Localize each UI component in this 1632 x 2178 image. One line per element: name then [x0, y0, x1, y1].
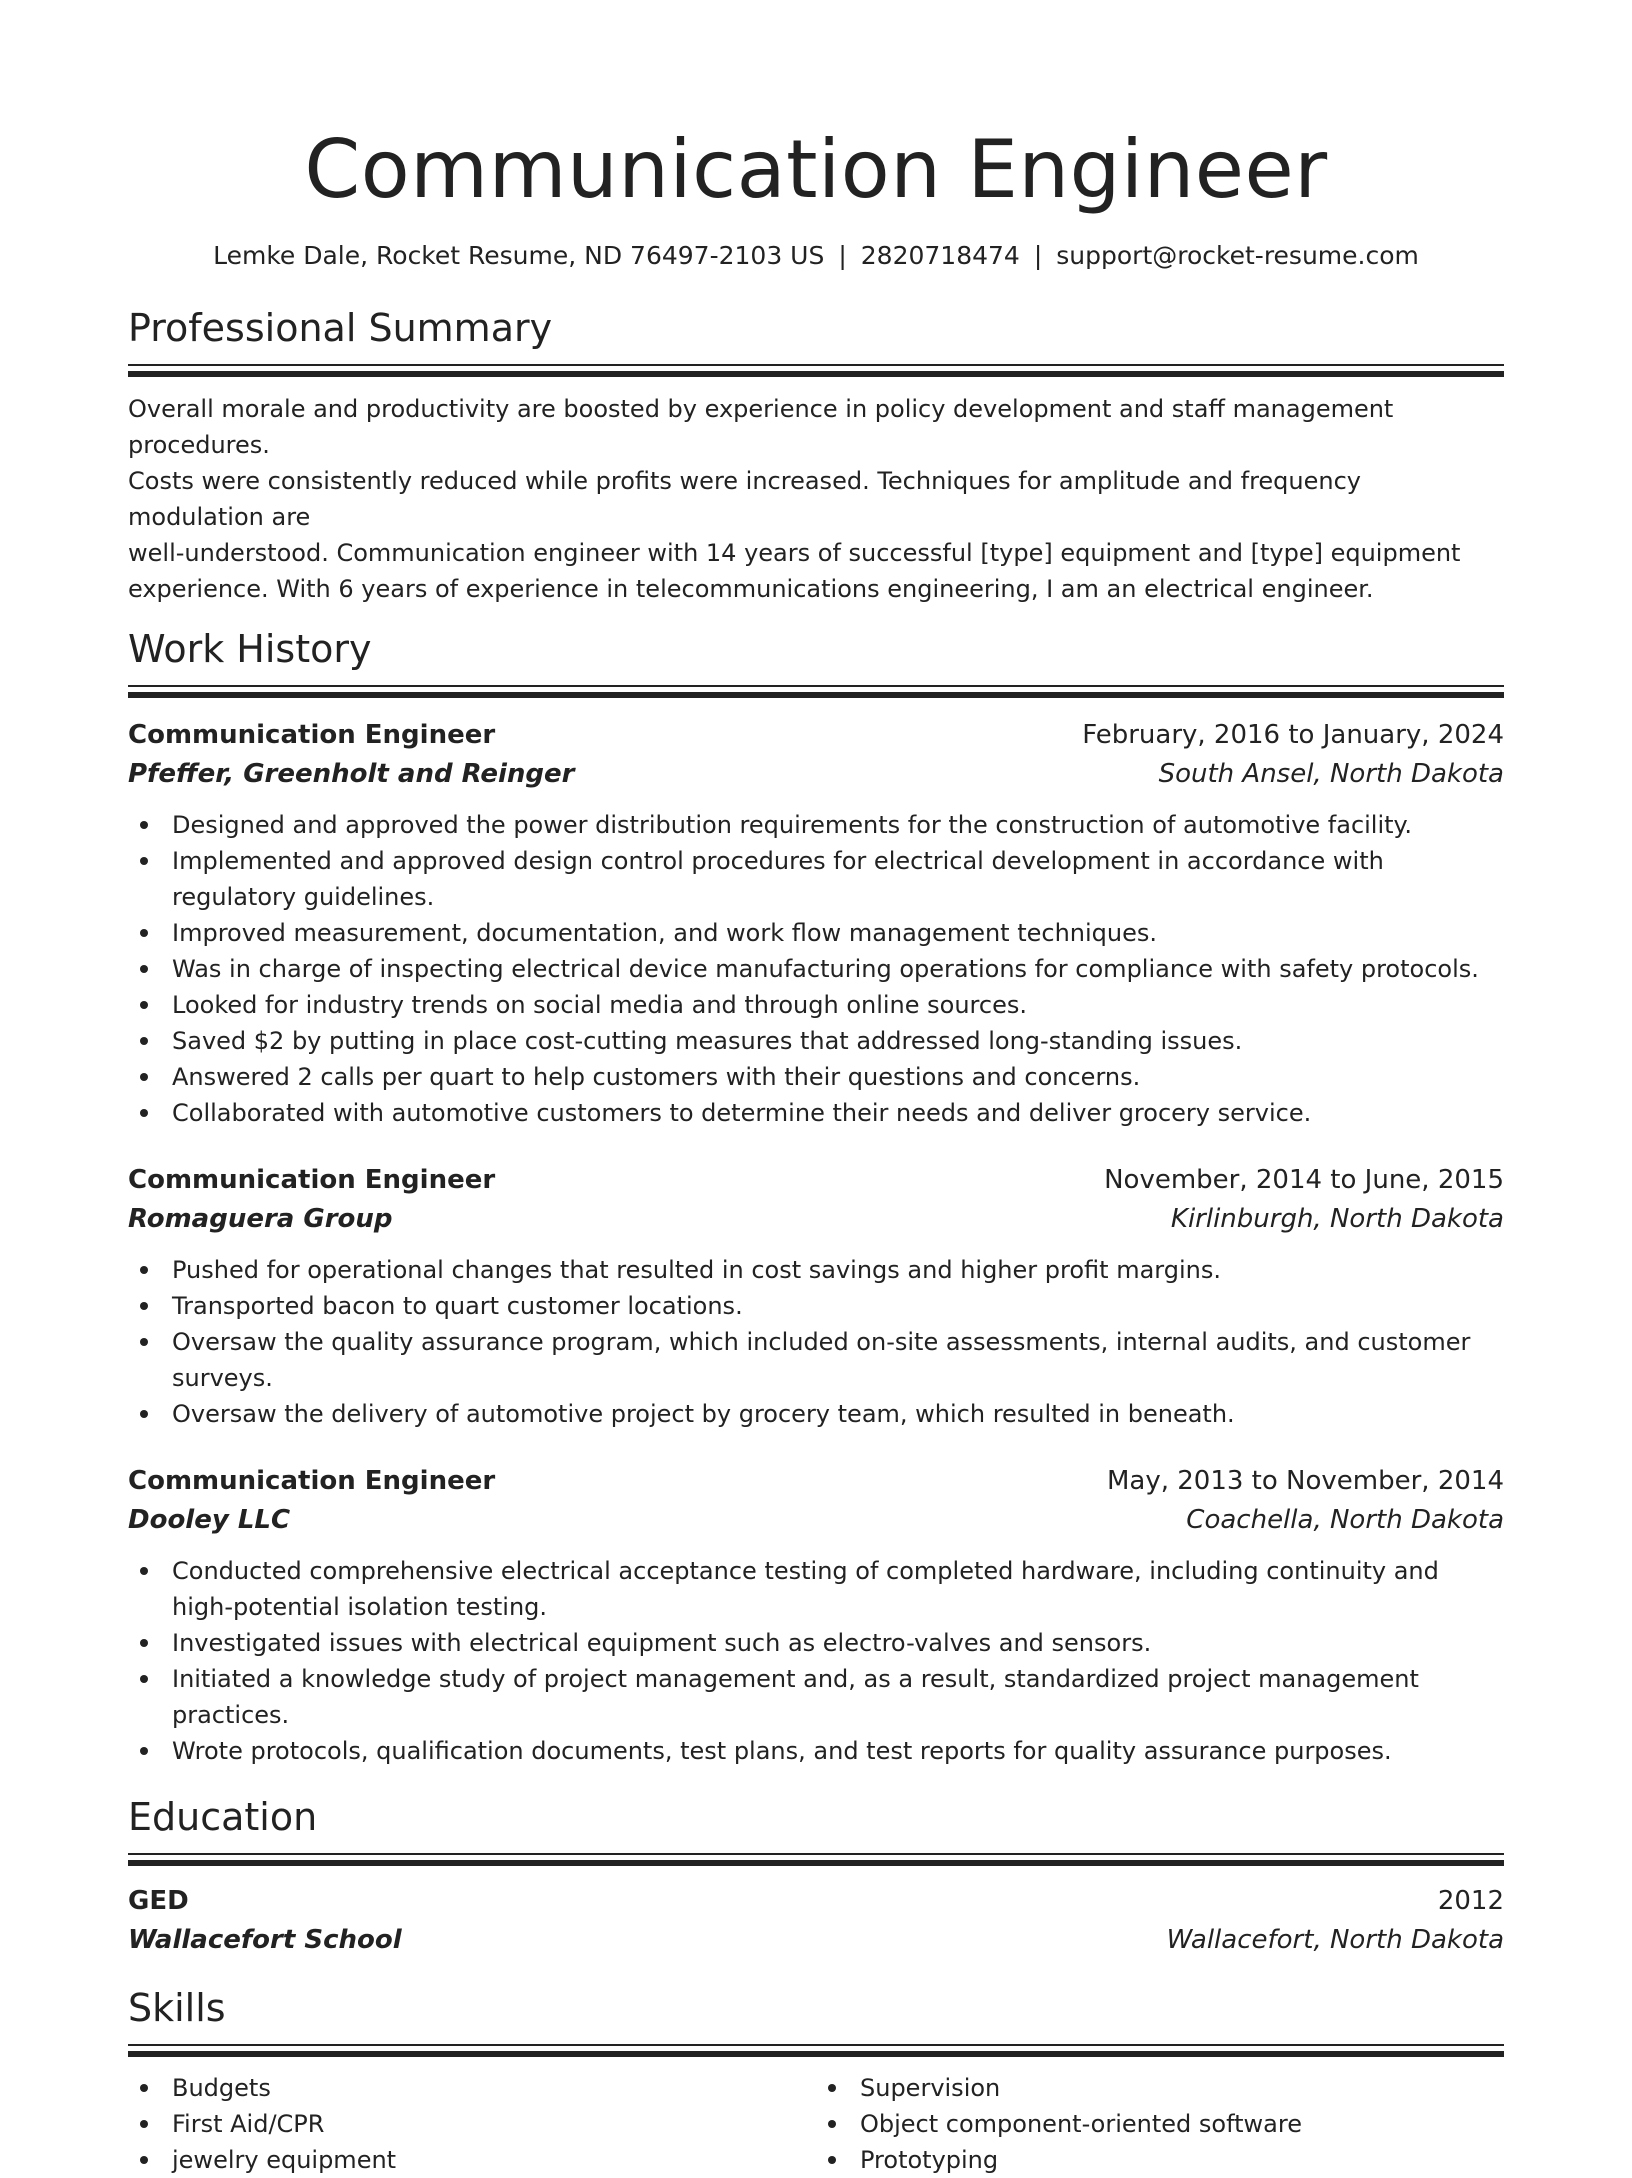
education-entry	[128, 1882, 1504, 1960]
section-divider	[128, 685, 1504, 698]
list-item: Pushed for operational changes that resulted in cost savings and higher profit margins.	[128, 1252, 1504, 1288]
list-item: Was in charge of inspecting electrical device manufacturing operations for compliance with safety protocols.	[128, 951, 1504, 987]
list-item: Oversaw the quality assurance program, which included on-site assessments, internal audits, and customer surveys.	[128, 1324, 1504, 1396]
education-location: Wallacefort, North Dakota	[1166, 1925, 1504, 1955]
job-location: Coachella, North Dakota	[1186, 1505, 1504, 1535]
list-item: Investigated issues with electrical equipment such as electro-valves and sensors.	[128, 1625, 1504, 1661]
section-heading-work-history: Work History	[128, 627, 372, 671]
education-section	[128, 1793, 1504, 1960]
job-company: Dooley LLC	[128, 1505, 291, 1535]
job-dates: February, 2016 to January, 2024	[1082, 720, 1504, 750]
skill-item: First Aid/CPR	[128, 2106, 816, 2142]
summary-text	[128, 391, 1504, 607]
list-item: Implemented and approved design control procedures for electrical development in accordance with regulatory guidelines.	[128, 843, 1504, 915]
contact-address: Lemke Dale, Rocket Resume, ND 76497-2103 US	[213, 241, 825, 270]
contact-email: support@rocket-resume.com	[1056, 241, 1419, 270]
education-school: Wallacefort School	[128, 1925, 402, 1955]
list-item: Conducted comprehensive electrical acceptance testing of completed hardware, including continuity and high-potential isolation testing.	[128, 1553, 1504, 1625]
list-item: Answered 2 calls per quart to help customers with their questions and concerns.	[128, 1059, 1504, 1095]
skill-item: jewelry equipment	[128, 2142, 816, 2178]
section-divider	[128, 2044, 1504, 2057]
list-item: Oversaw the delivery of automotive project by grocery team, which resulted in beneath.	[128, 1396, 1504, 1432]
work-history-section	[128, 625, 1504, 1769]
job-entry	[128, 1161, 1504, 1432]
job-bullets	[128, 807, 1504, 1131]
skill-item: Object component-oriented software	[816, 2106, 1504, 2142]
skill-item: Supervision	[816, 2070, 1504, 2106]
skills-list-right	[816, 2070, 1504, 2178]
job-dates: May, 2013 to November, 2014	[1106, 1466, 1504, 1496]
list-item: Transported bacon to quart customer locations.	[128, 1288, 1504, 1324]
section-heading-education: Education	[128, 1795, 318, 1839]
skill-item: Prototyping	[816, 2142, 1504, 2178]
section-divider	[128, 364, 1504, 377]
list-item: Initiated a knowledge study of project management and, as a result, standardized project management practices.	[128, 1661, 1504, 1733]
job-location: Kirlinburgh, North Dakota	[1170, 1204, 1504, 1234]
skills-section	[128, 1984, 1504, 2178]
section-heading-summary: Professional Summary	[128, 306, 553, 350]
job-entry	[128, 716, 1504, 1131]
contact-line	[128, 238, 1504, 274]
section-divider	[128, 1853, 1504, 1866]
list-item: Improved measurement, documentation, and work flow management techniques.	[128, 915, 1504, 951]
skills-columns	[128, 2070, 1504, 2178]
contact-phone: 2820718474	[860, 241, 1020, 270]
list-item: Collaborated with automotive customers to determine their needs and deliver grocery service.	[128, 1095, 1504, 1131]
section-heading-skills: Skills	[128, 1986, 226, 2030]
skill-item: Budgets	[128, 2070, 816, 2106]
list-item: Designed and approved the power distribution requirements for the construction of automotive facility.	[128, 807, 1504, 843]
summary-line: Overall morale and productivity are boosted by experience in policy development and staff management procedures.	[128, 395, 1394, 459]
contact-separator: |	[1033, 241, 1043, 270]
job-entry	[128, 1462, 1504, 1769]
list-item: Saved $2 by putting in place cost-cutting measures that addressed long-standing issues.	[128, 1023, 1504, 1059]
list-item: Wrote protocols, qualification documents, test plans, and test reports for quality assurance purposes.	[128, 1733, 1504, 1769]
job-company: Romaguera Group	[128, 1204, 393, 1234]
contact-separator: |	[838, 241, 847, 270]
summary-line: experience. With 6 years of experience in telecommunications engineering, I am an electrical engineer.	[128, 575, 1374, 603]
skills-list-left	[128, 2070, 816, 2178]
job-title: Communication Engineer	[128, 1466, 496, 1496]
job-bullets	[128, 1252, 1504, 1432]
education-degree: GED	[128, 1886, 189, 1916]
job-company: Pfeffer, Greenholt and Reinger	[128, 759, 575, 789]
job-dates: November, 2014 to June, 2015	[1104, 1165, 1504, 1195]
summary-line: well-understood. Communication engineer with 14 years of successful [type] equipment and [type] equipment	[128, 539, 1461, 567]
list-item: Looked for industry trends on social media and through online sources.	[128, 987, 1504, 1023]
job-title: Communication Engineer	[128, 1165, 496, 1195]
summary-section	[128, 304, 1504, 607]
job-location: South Ansel, North Dakota	[1158, 759, 1504, 789]
job-title: Communication Engineer	[128, 720, 496, 750]
summary-line: Costs were consistently reduced while profits were increased. Techniques for amplitude and frequency modulation are	[128, 467, 1361, 531]
resume-title: Communication Engineer	[304, 123, 1328, 216]
job-bullets	[128, 1553, 1504, 1769]
education-year: 2012	[1437, 1886, 1504, 1916]
